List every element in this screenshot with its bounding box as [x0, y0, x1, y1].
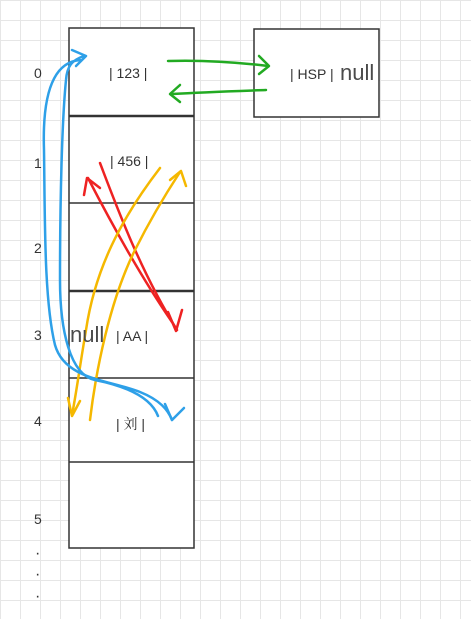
linked-node-null: null [340, 60, 375, 85]
cell-value-3: | AA | [116, 328, 149, 344]
null-label-cell3: null [70, 322, 105, 347]
ellipsis-dot-1: · [35, 545, 41, 562]
array-table [69, 28, 194, 548]
index-label-5: 5 [34, 511, 42, 527]
linked-node-label: | HSP | [290, 66, 334, 82]
index-label-4: 4 [34, 413, 42, 429]
ellipsis-dot-2: · [35, 566, 41, 583]
index-label-2: 2 [34, 240, 42, 256]
cell-value-4: | 刘 | [116, 416, 146, 432]
cell-value-1: | 456 | [110, 153, 149, 169]
index-label-1: 1 [34, 155, 42, 171]
index-label-3: 3 [34, 327, 42, 343]
cell-value-0: | 123 | [109, 65, 148, 81]
index-label-0: 0 [34, 65, 42, 81]
ellipsis-dot-3: · [35, 588, 41, 605]
